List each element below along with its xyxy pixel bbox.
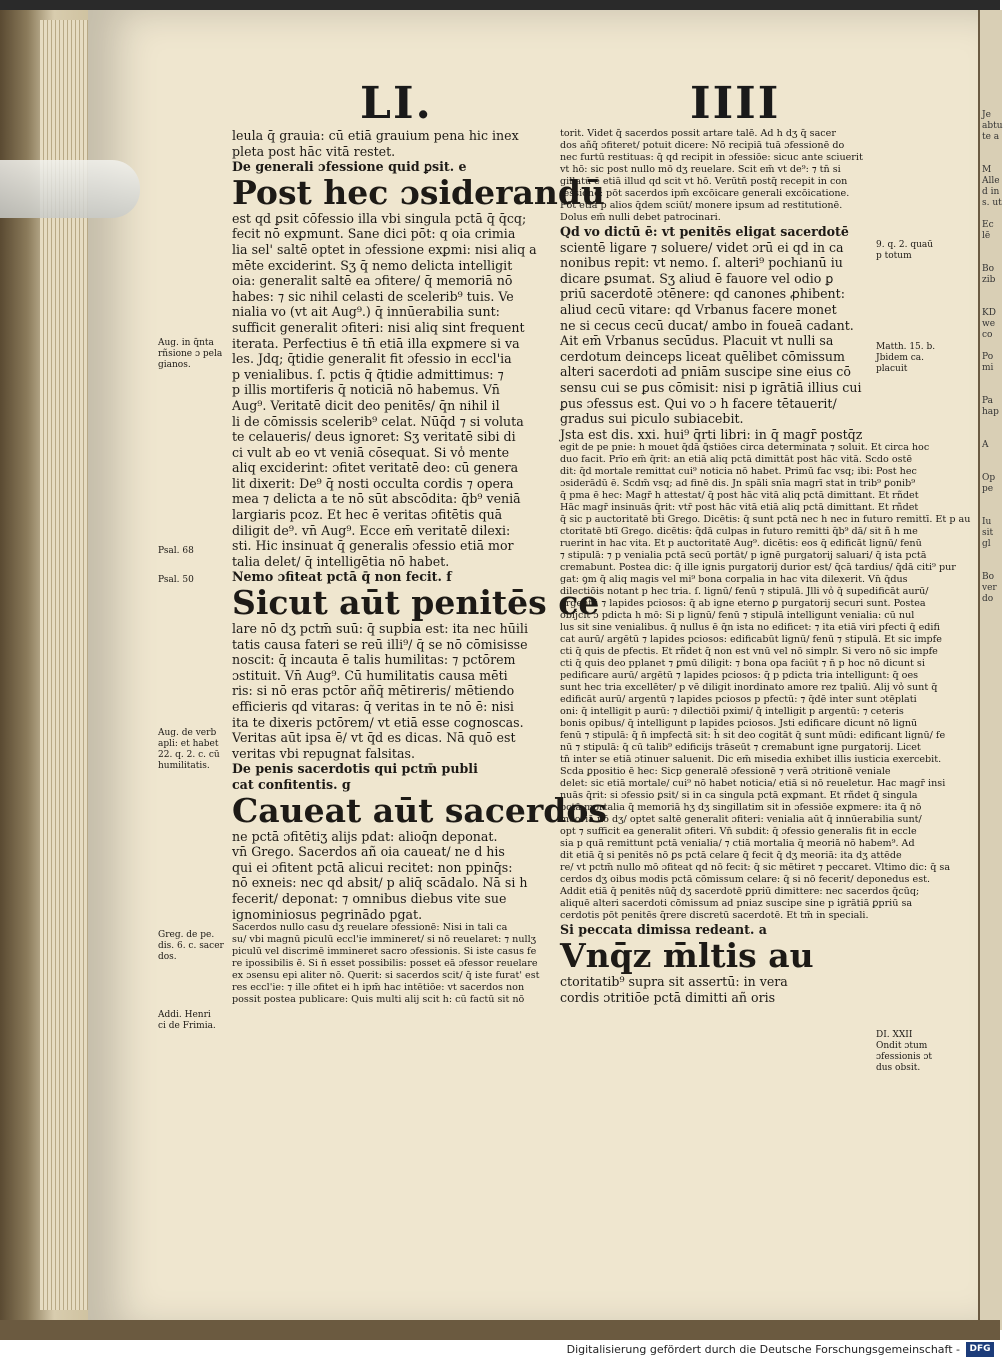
text-line: Sacerdos nullo casu dʒ reuelare ɔfessionē: Nisi in tali ca: [232, 922, 508, 934]
text-line: Ait em̄ Vrbanus secūdus. Placuit vt nulli sa: [560, 333, 834, 349]
text-line: egit de pe pnie: h mouet q̄dā q̄stiōes circa determinata ⁊ soluit. Et circa hoc: [560, 442, 930, 454]
text-line: ctoritatib⁹ supra sit assertū: in vera: [560, 973, 788, 989]
text-line: nō exneis: nec qd absit/ p aliq̄ scādalo. Nā si h: [232, 875, 528, 891]
margin-note: 9. q. 2. quaū p totum: [876, 240, 934, 261]
facing-page-bleed-text: Je abtu te a M Alle d in s. ut Ec lē Bo zib KD we co Po mi Pa hap A Op pe Iu sit gl Bo ver do: [982, 110, 1003, 604]
text-line: cordis ɔtritiōe pctā dimitti añ oris: [560, 989, 776, 1005]
text-line: fenū ⁊ stipulā: q̄ n̄ impfectā sit: h̄ sit deo cogitāt q̄ sunt mūdi: edificant lignū/ fe: [560, 730, 946, 742]
text-line: cat confitentis. g: [232, 776, 351, 792]
text-line: vn̄ Grego. Sacerdos añ oia caueat/ ne d his: [232, 844, 505, 860]
text-line: ⁊ stipulā: ⁊ p venialia pctā secū portāt/ p ignē purgatorij saluari/ q̄ ista pctā: [560, 550, 927, 562]
margin-note: Psal. 68: [158, 546, 194, 556]
text-line: lia sel' saltē optet in ɔfessione exꝑmi: nisi aliq a: [232, 241, 537, 257]
text-line: gradus sui piculo subiacebit.: [560, 411, 744, 427]
text-line: sia p quā remittunt pctā venialia/ ⁊ ctiā mortalia q̄ meoriā nō habem⁹. Ad: [560, 838, 915, 850]
text-line: vt hō: sic post nullo mō dʒ reuelare. Scit em̄ vt de⁹: ⁊ tn̄ si: [560, 164, 841, 175]
text-line: lit dixerit: De⁹ q̄ nosti occulta cordis ⁊ opera: [232, 475, 514, 491]
text-line: Aug⁹. Veritatē dicit deo penitēs/ q̄n nihil il: [232, 397, 500, 413]
text-line: pctā mortalia q̄ memoriā hʒ dʒ singillatim sit in ɔfessiōe exꝑmere: ita q̄ nō: [560, 802, 922, 814]
text-line: aliquē alteri sacerdoti cōmissum ad pniaz suscipe sine p igrātiā ꝑpriū sa: [560, 898, 913, 910]
text-line: p venialibus. ſ. pctis q̄ q̄tidie admittimus: ⁊: [232, 366, 504, 382]
text-line: ne pctā ɔfitētiʒ alijs pdat: alioq̄n deponat.: [232, 828, 498, 844]
text-line: nec furtū restituas: q̄ qd recipit in ɔfessiōe: sicuc ante sciuerit: [560, 152, 863, 163]
text-line: re/ vt pctm̄ nullo mō ɔfiteat qd nō fecit: q̄ sic mētiret ⁊ peccaret. Vltimo dic: q̄ sa: [560, 862, 951, 874]
text-line: Qd vo dictū ē: vt penitēs eligat sacerdotē: [560, 224, 849, 239]
text-line: Jsta est dis. xxi. hui⁹ q̄rti libri: in q̄ magr̄ postq̄z: [560, 426, 863, 442]
text-line: te celaueris/ deus ignoret: Sʒ veritatē sibi di: [232, 429, 516, 445]
text-line: qui ei ɔfitent pctā alicui recitet: non ppinq̄s:: [232, 859, 513, 875]
text-line: obijcit ɔ pdicta h mō: Si p lignū/ fenū ⁊ stipulā intelligunt venialia: cū nul: [560, 610, 915, 622]
text-line: mēte exciderint. Sʒ q̄ nemo delicta intelligit: [232, 257, 513, 273]
text-line: Post hec ɔsiderandū: [232, 172, 605, 212]
text-line: aliq exciderint: ɔfitet veritatē deo: cū genera: [232, 460, 519, 476]
text-line: ne si cecus cecū ducat/ ambo in foueā cadant.: [560, 317, 854, 333]
text-line: Hāc magr̄ insinuās q̄rit: vtr̄ post hāc vitā etiā aliq pctā dimittant. Et rñdet: [560, 502, 919, 514]
text-line: nū ⁊ stipulā: q̄ cū talib⁹ edificijs trāseūt ⁊ cremabunt igne purgatorij. Licet: [560, 742, 921, 754]
text-line: pedificare aurū/ argētū ⁊ lapides pciosos: q̄ p pdicta tria intelligunt: q̄ oes: [560, 670, 919, 682]
text-line: li de cōmissis scelerib⁹ celat. Nūq̄d ⁊ si voluta: [232, 413, 524, 429]
funding-credit: Digitalisierung gefördert durch die Deutsche Forschungsgemeinschaft -: [566, 1343, 960, 1356]
margin-note: Greg. de pe. dis. 6. c. sacer dos.: [158, 930, 224, 962]
text-line: ex ɔsensu epi aliter nō. Querit: si sacerdos scit/ q̄ iste furat' est: [232, 970, 540, 982]
text-line: ris: si nō eras pctōr añq̄ mētireris/ mētiendo: [232, 683, 515, 699]
text-line: ignominiosus pegrinādo pgat.: [232, 906, 423, 922]
text-line: meoriā nō dʒ/ optet saltē generalit ɔfiteri: venialia aūt q̄ innūerabilia sunt/: [560, 814, 922, 826]
text-line: Pōt etiā p alios q̄dem sciūt/ monere ipsum ad restitutionē.: [560, 200, 843, 211]
text-line: efficieris qd vitaras: q̄ veritas in te nō ē: nisi: [232, 699, 514, 714]
text-line: cti q̄ quis deo pplanet ⁊ ꝑmū diligit: ⁊ bona opa faciūt ⁊ n̄ p hoc nō dicunt si: [560, 658, 925, 670]
text-line: dilectiōis notant p hec tria. ſ. lignū/ fenū ⁊ stipulā. Jlli vo̾ q̄ supedificāt aurū/: [560, 586, 929, 598]
text-line: edificāt aurū/ argentū ⁊ lapides pciosos p pfectū: ⁊ q̄dē inter sunt ɔtēplati: [560, 694, 917, 706]
dfg-logo: DFG: [966, 1342, 994, 1357]
text-line: habes: ⁊ sic nihil celasti de scelerib⁹ tuis. Ve: [232, 288, 514, 304]
text-line: dos añq̄ ɔfiteret/ potuit dicere: Nō recipiā tuā ɔfessionē do: [560, 140, 845, 151]
text-line: sunt hec tria excellēter/ p vē diligit inordinato amore rez tpaliū. Alij vo̾ sunt q̄: [560, 682, 938, 694]
folio-heading-left: LI.: [360, 78, 433, 129]
margin-note: Matth. 15. b. Jbidem ca. placuit: [876, 342, 936, 374]
text-line: est qd ꝑsit cōfessio illa vbi singula pctā q̄ q̄cq;: [232, 210, 527, 226]
text-line: gillatū ē etiā illud qd scit vt hō. Verūtn̄ postq̄ recepit in con: [560, 176, 848, 187]
text-line: res eccl'ie: ⁊ ille ɔfitet ei h ipm̄ hac intētiōe: vt sacerdos non: [232, 982, 525, 994]
text-line: aliud cecū vitare: qd Vrbanus facere monet: [560, 301, 837, 317]
text-line: nuās q̄rit: si ɔfessio ꝑsit/ si in ca singula pctā exꝑmant. Et rñdet q̄ singula: [560, 790, 918, 802]
text-line: De generali ɔfessione quid ꝑsit. e: [232, 159, 467, 175]
text-line: cat aurū/ argētū ⁊ lapides pciosos: edificabūt lignū/ fenū ⁊ stipulā. Et sic impfe: [560, 634, 942, 646]
text-line: cremabunt. Postea dic: q̄ ille ignis purgatorij durior est/ q̄cā tardius/ q̄dā citi⁹ pur: [560, 562, 956, 574]
text-line: q̄ pma ē hec: Magr̄ h attestat/ q̄ post hāc vitā aliq pctā dimittant. Et rñdet: [560, 490, 919, 502]
text-line: iterata. Perfectius ē tn̄ etiā illa exꝑmere si va: [232, 335, 520, 351]
text-line: oia: generalit saltē ea ɔfitere/ q̄ memoriā nō: [232, 273, 513, 289]
text-line: mea ⁊ delicta a te nō sūt abscōdita: q̄b⁹ veniā: [232, 491, 521, 507]
text-line: nialia vo (vt ait Aug⁹.) q̄ innūerabilia sunt:: [232, 304, 500, 320]
text-line: Veritas aūt ipsa ē/ vt q̄d es dicas. Nā quō est: [232, 730, 516, 746]
text-line: veritas vbi repugnat falsitas.: [232, 745, 415, 761]
text-line: piculū vel discrimē immineret sacro ɔfessionis. Si iste casus fe: [232, 946, 537, 958]
text-line: fessione: pōt sacerdos ipm̄ excōicare generali excōicatione.: [560, 188, 850, 199]
text-line: De penis sacerdotis qui pctm̄ publi: [232, 761, 478, 777]
text-line: Addit etiā q̄ penitēs nūq̄ dʒ sacerdotē ꝑpriū dimittere: nec sacerdos q̄cūq;: [560, 886, 920, 898]
margin-note: Aug. de verb apli: et habet 22. q. 2. c. cū humilitatis.: [158, 728, 220, 771]
text-line: cerdos dʒ oibus modis pctā cōmissum celare: q̄ si nō fecerit/ deponedus est.: [560, 874, 931, 886]
text-line: Si peccata dimissa redeant. a: [560, 922, 767, 938]
text-line: q̄ sic p auctoritatē bt̄i Grego. Dicētis: q̄ sunt pctā nec h nec in futuro remittī. Et p au: [560, 514, 971, 526]
text-line: fecit nō exꝑmunt. Sane dici pōt: q oia crimia: [232, 226, 516, 242]
text-line: talia delet/ q̄ intelligētia nō habet.: [232, 553, 450, 569]
margin-note: Addi. Henri ci de Frimia.: [158, 1010, 216, 1031]
text-line: noscit: q̄ incauta ē talis humilitas: ⁊ pctōrem: [232, 652, 516, 668]
margin-note: Aug. in q̄nta rñsione ɔ pela gianos.: [158, 338, 223, 370]
page-clip: [0, 160, 140, 218]
text-line: torit. Videt q̄ sacerdos possit artare talē. Ad h dʒ q̄ sacer: [560, 128, 836, 139]
text-line: ꝑus ɔfessus est. Qui vo ɔ h facere tētauerit/: [560, 395, 837, 411]
text-line: Scda ꝑpositio ē hec: Sicp generalē ɔfessionē ⁊ verā ɔtritionē veniale: [560, 766, 891, 778]
text-line: Nemo ɔfiteat pctā q̄ non fecit. f: [232, 569, 452, 585]
margin-note: Psal. 50: [158, 575, 194, 585]
text-line: sufficit generalit ɔfiteri: nisi aliq sint frequent: [232, 319, 525, 335]
text-line: Sicut aūt penitēs ce: [232, 583, 600, 623]
text-line: Dolus em̄ nulli debet patrocinari.: [560, 212, 721, 223]
text-line: possit postea publicare: Quis multi alij scit h: cū factū sit nō: [232, 994, 525, 1006]
book-bottom-edge: [0, 1320, 1000, 1340]
text-line: alteri sacerdoti ad pniām suscipe sine eius cō: [560, 364, 851, 380]
text-line: sensu cui se ꝑus cōmisit: nisi p igrātiā illius cui: [560, 379, 862, 395]
text-line: Vnq̄z m̄ltis au: [560, 935, 814, 975]
text-line: leula q̄ grauia: cū etiā grauium pena hic inex: [232, 128, 519, 143]
text-line: largiaris pcoz. Et hec ē veritas ɔfitētis quā: [232, 507, 503, 523]
folio-heading-right: IIII: [690, 78, 781, 129]
text-line: re ipossibilis ē. Si n̄ esset possibilis: posset eā ɔfessor reuelare: [232, 958, 538, 970]
text-line: tn̄ inter se etiā ɔtinuer saluenit. Dic em̄ misedia exhibet illis iusticia exercebit.: [560, 754, 942, 766]
text-line: cti q̄ quis de pfectis. Et rñdet q̄ non est vnū vel nō simplr. Si vero nō sic impfe: [560, 646, 938, 658]
text-line: les. Jdq; q̄tidie generalit fit ɔfessio in eccl'ia: [232, 351, 512, 367]
text-line: argentū ⁊ lapides pciosos: q̄ ab igne eterno ꝑ purgatorij securi sunt. Postea: [560, 598, 926, 610]
text-line: ruerint in hac vita. Et p auctoritatē Aug⁹. dicētis: eos q̄ edificāt lignū/ fenū: [560, 538, 922, 550]
text-line: delet: sic etiā mortale/ cui⁹ nō habet noticia/ etiā si nō reueletur. Hac magr̄ insi: [560, 778, 946, 790]
text-line: cerdotis pōt penitēs q̄rere discretū sacerdotē. Et tm̄ in speciali.: [560, 910, 869, 922]
text-line: lus sit sine venialibus. q̄ nullus ē q̄n ista no edificet: ⁊ ita etiā viri pfecti q̄ edifi: [560, 622, 940, 634]
text-line: ɔsiderādū ē. Scdm̄ vsq; ad finē dis. Jn spāli snīa magrī stat in trib⁹ ꝑonib⁹: [560, 478, 916, 490]
text-line: fecerit/ deponat: ⁊ omnibus diebus vite sue: [232, 890, 507, 906]
text-line: bonis opibus/ q̄ intelligunt p lapides pciosos. Jsti edificare dicunt nō lignū: [560, 718, 918, 730]
text-line: p illis mortiferis q̄ noticiā nō habemus. Vn̄: [232, 382, 500, 398]
text-line: nonibus repit: vt nemo. ſ. alteri⁹ pochianū iu: [560, 255, 843, 271]
text-line: Caueat aūt sacerdos: [232, 790, 607, 830]
text-line: gat: ꝯm q̄ aliq magis vel mi⁹ bona corpalia in hac vita dilexerit. Vn̄ q̄dus: [560, 574, 908, 586]
text-line: ɔstituit. Vn̄ Aug⁹. Cū humilitatis causa mēti: [232, 667, 508, 683]
text-line: dit etiā q̄ si penitēs nō ꝑs pctā celare q̄ fecit q̄ dʒ meoriā: ita dʒ attēde: [560, 850, 902, 862]
text-line: lare nō dʒ pctm̄ suū: q̄ supbia est: ita nec hūili: [232, 621, 528, 637]
text-line: opt ⁊ sufficit ea generalit ɔfiteri. Vn̄ subdit: q̄ ɔfessio generalis fit in eccle: [560, 826, 917, 838]
text-line: cerdotum deinceps liceat quēlibet cōmissum: [560, 348, 845, 364]
text-line: dit: q̄d mortale remittat cui⁹ noticia nō habet. Primū fac vsq; ibi: Post hec: [560, 466, 917, 478]
text-column-left: [232, 128, 607, 1006]
text-line: diligit de⁹. vn̄ Aug⁹. Ecce em̄ veritatē dilexi:: [232, 522, 511, 538]
text-line: oni: q̄ intelligit p aurū: ⁊ dilectiōi pximi/ q̄ intelligit p argentū: ⁊ ceteris: [560, 706, 904, 718]
text-line: sti. Hic insinuat q̄ generalis ɔfessio etiā mor: [232, 538, 514, 554]
text-line: ita te dixeris pctōrem/ vt etiā esse cognoscas.: [232, 714, 524, 730]
text-line: pleta post hāc vitā restet.: [232, 143, 396, 159]
text-line: priū sacerdotē ɔtēnere: qd canones ꝓhibent:: [560, 286, 845, 302]
text-line: ctoritatē btī Grego. dicētis: q̄dā culpas in futuro remitti q̄b⁹ dā/ sit ñ h me: [560, 526, 918, 538]
text-line: tatis causa fateri se reū illi⁹/ q̄ se nō cōmisisse: [232, 636, 528, 652]
text-line: ci vult ab eo vt veniā cōsequat. Si vo̾ mente: [232, 444, 510, 460]
text-line: dicare ꝑsumat. Sʒ aliud ē fauore vel odio ꝑ: [560, 270, 834, 286]
text-line: su/ vbi magnū piculū eccl'ie immineret/ si nō reuelaret: ⁊ nullʒ: [232, 934, 537, 946]
margin-note: DI. XXII Ondit ɔtum ɔfessionis ɔt dus obsit.: [876, 1030, 933, 1073]
text-line: scientē ligare ⁊ soluere/ videt ɔrū ei qd in ca: [560, 239, 844, 255]
text-line: duo facit. Prīo em̄ q̄rit: an etiā aliq pctā dimittāt post hāc vitā. Scdo ostē: [560, 454, 913, 466]
